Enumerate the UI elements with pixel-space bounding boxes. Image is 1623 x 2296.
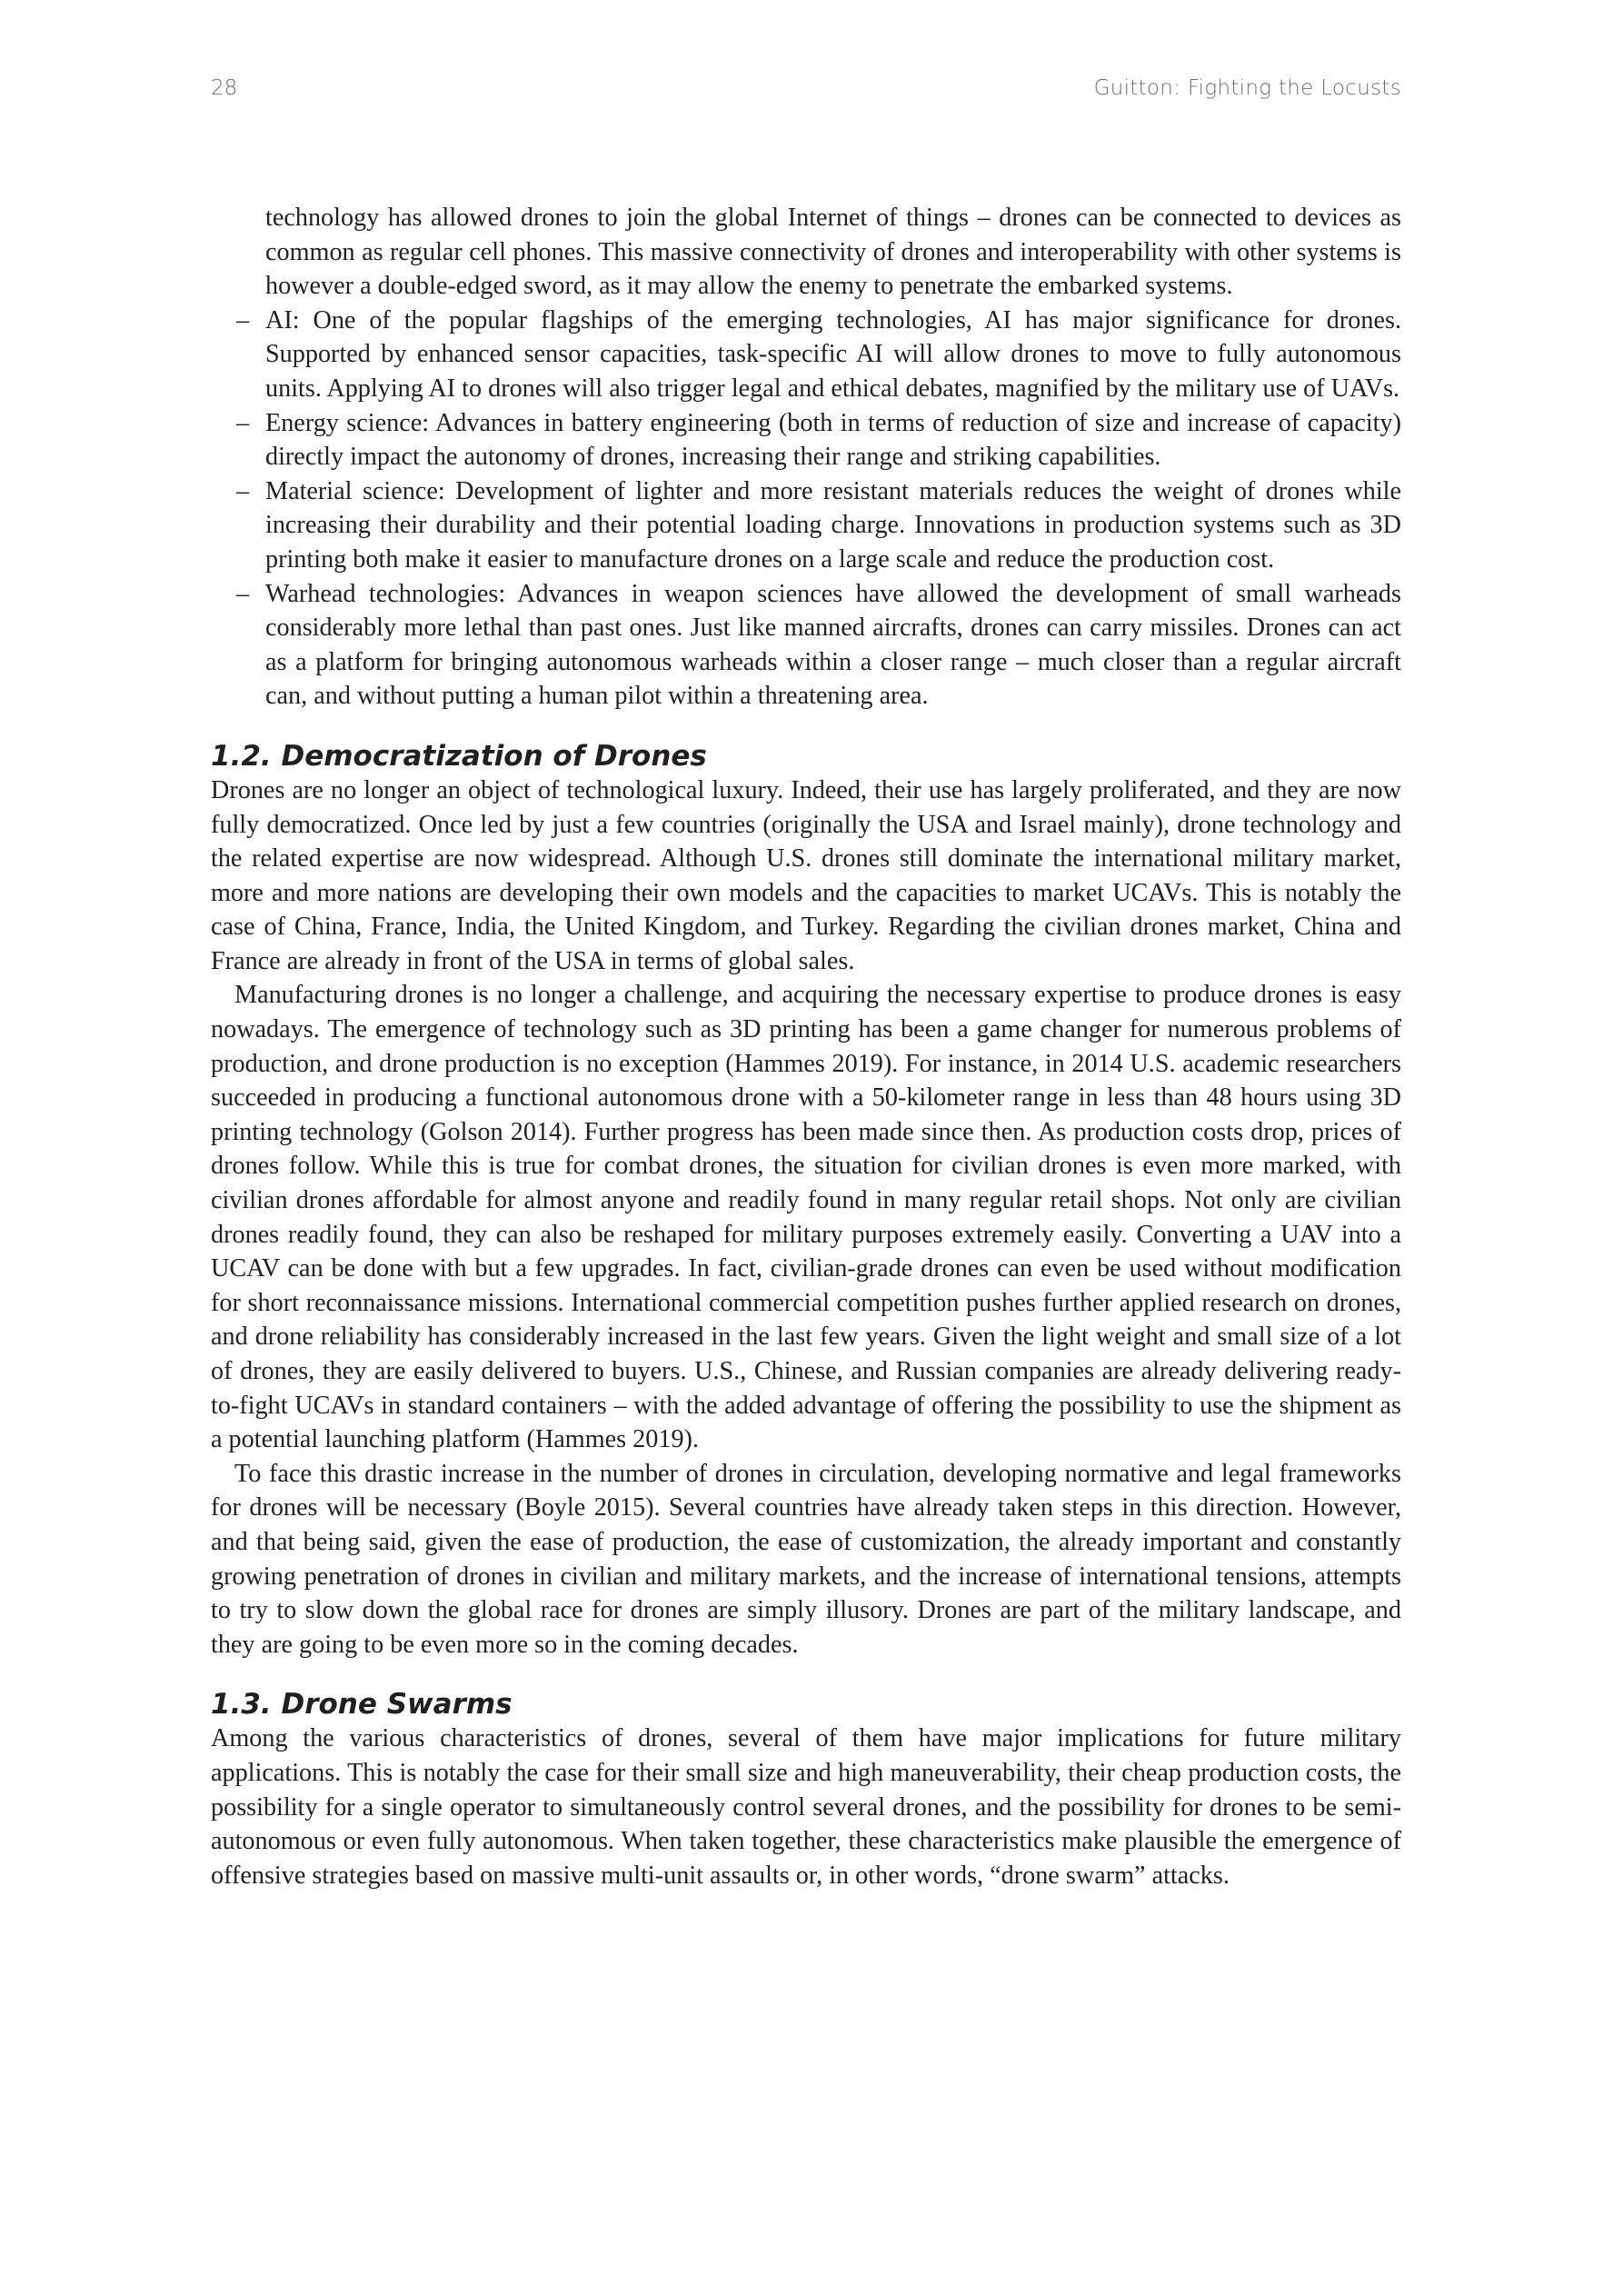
list-item bbox=[211, 577, 1401, 714]
body-text bbox=[211, 201, 1401, 1892]
list-item-text: technology has allowed drones to join the global Internet of things – drones can be connected to devices as common as regular cell phones. This massive connectivity of drones and interoperability with other systems is however a double-edged sword, as it may allow the enemy to penetrate the embarked systems. bbox=[265, 204, 1401, 301]
page-number: 28 bbox=[211, 76, 238, 100]
paragraph: Manufacturing drones is no longer a challenge, and acquiring the necessary expertise to produce drones is easy nowadays. The emergence of technology such as 3D printing has been a game changer for numerous problems of production, and drone production is no exception (Hammes 2019). For instance, in 2014 U.S. academic researchers succeeded in producing a functional autonomous drone with a 50-kilometer range in less than 48 hours using 3D printing technology (Golson 2014). Further progress has been made since then. As production costs drop, prices of drones follow. While this is true for combat drones, the situation for civilian drones is even more marked, with civilian drones affordable for almost anyone and readily found in many regular retail shops. Not only are civilian drones readily found, they can also be reshaped for military purposes extremely easily. Converting a UAV into a UCAV can be done with but a few upgrades. In fact, civilian-grade drones can even be used without modification for short reconnaissance missions. International commercial competition pushes further applied research on drones, and drone reliability has considerably increased in the last few years. Given the light weight and small size of a lot of drones, they are easily delivered to buyers. U.S., Chinese, and Russian companies are already delivering ready-to-fight UCAVs in standard containers – with the added advantage of offering the possibility to use the shipment as a potential launching platform (Hammes 2019). bbox=[211, 981, 1401, 1454]
list-item-text: Energy science: Advances in battery engineering (both in terms of reduction of size and increase of capacity) directly impact the autonomy of drones, increasing their range and striking capabilities. bbox=[265, 408, 1401, 472]
paragraph: Among the various characteristics of drones, several of them have major implications for future military applications. This is notably the case for their small size and high maneuverability, their cheap production costs, the possibility for a single operator to simultaneously control several drones, and the possibility for drones to be semi-autonomous or even fully autonomous. When taken together, these characteristics make plausible the emergence of offensive strategies based on massive multi-unit assaults or, in other words, “drone swarm” attacks. bbox=[211, 1724, 1401, 1890]
list-item bbox=[211, 201, 1401, 304]
dash-marker: – bbox=[236, 305, 250, 334]
list-item-text: AI: One of the popular flagships of the emerging technologies, AI has major significance for drones. Supported by enhanced sensor capacities, task-specific AI will allow drones to move to fully autonomous units. Applying AI to drones will also trigger legal and ethical debates, magnified by the military use of UAVs. bbox=[265, 305, 1401, 403]
section-heading-drone-swarms: 1.3. Drone Swarms bbox=[211, 1688, 513, 1722]
dash-marker: – bbox=[236, 476, 250, 505]
list-item bbox=[211, 304, 1401, 406]
dash-marker: – bbox=[236, 579, 250, 608]
paragraph: Drones are no longer an object of technological luxury. Indeed, their use has largely proliferated, and they are now fully democratized. Once led by just a few countries (originally the USA and Israel mainly), drone technology and the related expertise are now widespread. Although U.S. drones still dominate the international military market, more and more nations are developing their own models and the capacities to market UCAVs. This is notably the case of China, France, India, the United Kingdom, and Turkey. Regarding the civilian drones market, China and France are already in front of the USA in terms of global sales. bbox=[211, 775, 1401, 975]
paragraph: To face this drastic increase in the number of drones in circulation, developing normative and legal frameworks for drones will be necessary (Boyle 2015). Several countries have already taken steps in this direction. However, and that being said, given the ease of production, the ease of customization, the already important and constantly growing penetration of drones in civilian and military markets, and the increase of international tensions, attempts to try to slow down the global race for drones are simply illusory. Drones are part of the military landscape, and they are going to be even more so in the coming decades. bbox=[211, 1459, 1401, 1659]
technology-list bbox=[211, 201, 1401, 714]
list-item bbox=[211, 474, 1401, 577]
running-title: Guitton: Fighting the Locusts bbox=[1093, 76, 1401, 100]
list-item-text: Warhead technologies: Advances in weapon sciences have allowed the development of small warheads considerably more lethal than past ones. Just like manned aircrafts, drones can carry missiles. Drones can act as a platform for bringing autonomous warheads within a closer range – much closer than a regular aircraft can, and without putting a human pilot within a threatening area. bbox=[265, 579, 1401, 711]
list-item bbox=[211, 406, 1401, 474]
section-heading-democratization: 1.2. Democratization of Drones bbox=[211, 739, 707, 773]
running-header bbox=[211, 76, 1401, 104]
list-item-text: Material science: Development of lighter and more resistant materials reduces the weight of drones while increasing their durability and their potential loading charge. Innovations in production systems such as 3D printing both make it easier to manufacture drones on a large scale and reduce the production cost. bbox=[265, 476, 1401, 574]
dash-marker: – bbox=[236, 408, 250, 437]
